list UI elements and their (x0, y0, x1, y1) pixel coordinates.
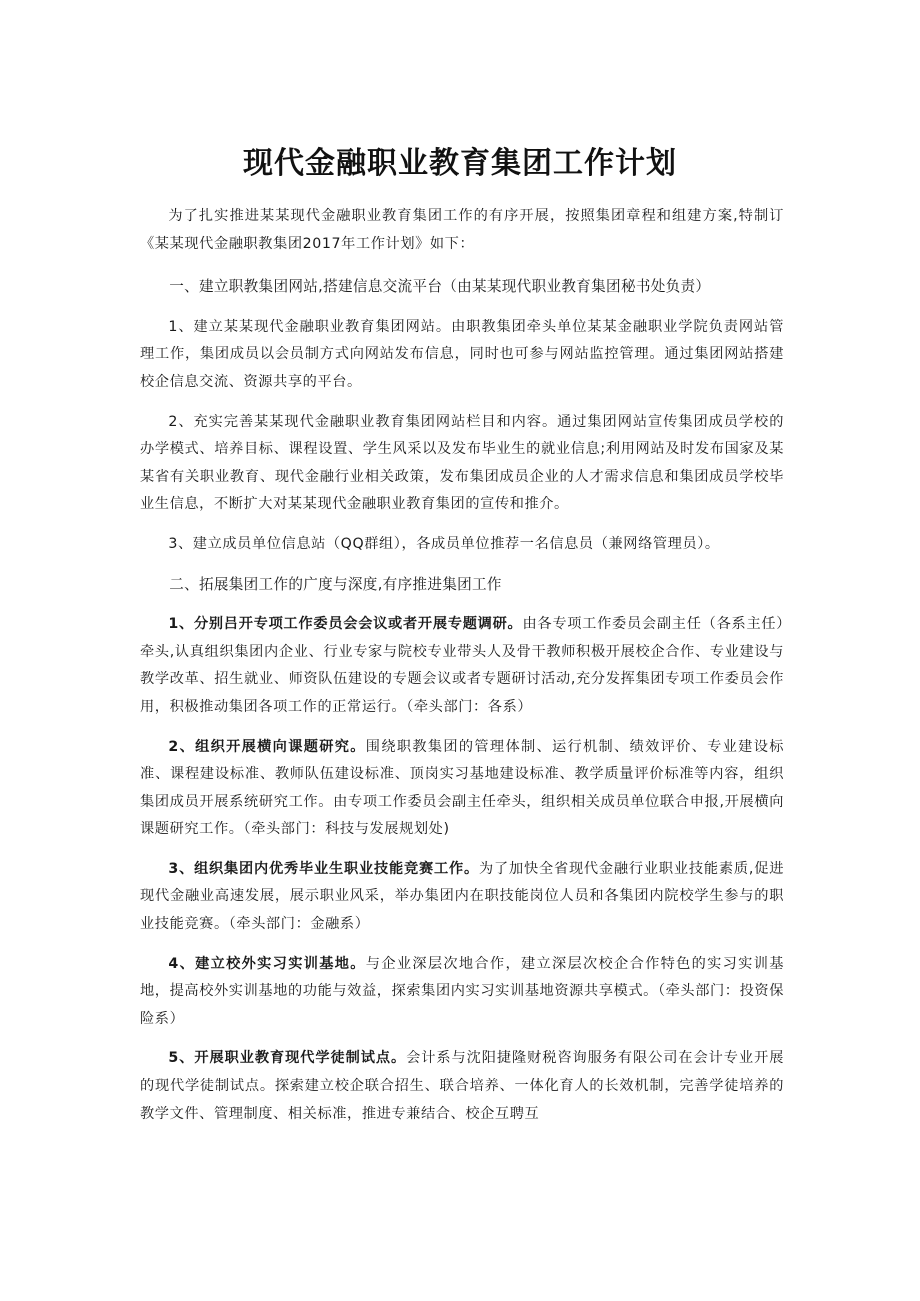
section-1-item-3: 3、建立成员单位信息站（QQ群组），各成员单位推荐一名信息员（兼网络管理员）。 (168, 535, 720, 552)
section-2-item-4-lead: 4、建立校外实习实训基地。 (168, 955, 366, 972)
section-1-item-1: 1、建立某某现代金融职业教育集团网站。由职教集团牵头单位某某金融职业学院负责网站管理工作，集团成员以会员制方式向网站发布信息，同时也可参与网站监控管理。通过集团网站搭建校企信息交流、资源共享的平台。 (140, 318, 784, 390)
section-2-item-1 (140, 611, 784, 721)
section-2-item-3-text: 为了加快全省现代金融行业职业技能素质,促进现代金融业高速发展，展示职业风采，举办集团内在职技能岗位人员和各集团内院校学生参与的职业技能竞赛。（牵头部门：金融系） (140, 860, 784, 933)
section-2-item-5 (140, 1045, 784, 1128)
page-title: 现代金融职业教育集团工作计划 (243, 146, 677, 181)
section-2-item-2 (140, 734, 784, 844)
section-2-item-1-text: 由各专项工作委员会副主任（各系主任）牵头,认真组织集团内企业、行业专家与院校专业带头人及骨干教师积极开展校企合作、专业建设与教学改革、招生就业、师资队伍建设的专题会议或者专题研讨活动,充分发挥集团专项工作委员会作用，积极推动集团各项工作的正常运行。（牵头部门：各系） (140, 616, 784, 715)
section-2-item-3 (140, 856, 784, 939)
section-2-item-5-text: 会计系与沈阳捷隆财税咨询服务有限公司在会计专业开展的现代学徒制试点。探索建立校企联合招生、联合培养、一体化育人的长效机制，完善学徒培养的教学文件、管理制度、相关标准，推进专兼结合、校企互聘互 (140, 1050, 784, 1122)
section-2-item-5-lead: 5、开展职业教育现代学徒制试点。 (168, 1050, 407, 1067)
section-2-item-3-lead: 3、组织集团内优秀毕业生职业技能竞赛工作。 (168, 860, 479, 877)
document-body (140, 203, 784, 1140)
section-1-item-2: 2、充实完善某某现代金融职业教育集团网站栏目和内容。通过集团网站宣传集团成员学校的办学模式、培养目标、课程设置、学生风采以及发布毕业生的就业信息;利用网站及时发布国家及某某省有关职业教育、现代金融行业相关政策，发布集团成员企业的人才需求信息和集团成员学校毕业生信息，不断扩大对某某现代金融职业教育集团的宣传和推介。 (140, 413, 784, 513)
section-1-heading: 一、建立职教集团网站,搭建信息交流平台（由某某现代职业教育集团秘书处负责） (169, 278, 711, 296)
section-2-item-1-lead: 1、分别吕开专项工作委员会会议或者开展专题调研。 (168, 616, 523, 633)
section-2-item-4-text: 与企业深层次地合作，建立深层次校企合作特色的实习实训基地，提高校外实训基地的功能与效益，探索集团内实习实训基地资源共享模式。（牵头部门：投资保险系） (140, 955, 784, 1027)
section-2-heading: 二、拓展集团工作的广度与深度,有序推进集团工作 (169, 575, 502, 593)
section-2-item-2-lead: 2、组织开展横向课题研究。 (168, 738, 366, 755)
section-2-item-4 (140, 951, 784, 1034)
section-2-item-2-text: 围绕职教集团的管理体制、运行机制、绩效评价、专业建设标准、课程建设标准、教师队伍建设标准、顶岗实习基地建设标准、教学质量评价标准等内容，组织集团成员开展系统研究工作。由专项工作委员会副主任牵头，组织相关成员单位联合申报,开展横向课题研究工作。（牵头部门：科技与发展规划处) (140, 738, 784, 838)
intro-paragraph: 为了扎实推进某某现代金融职业教育集团工作的有序开展，按照集团章程和组建方案,特制订《某某现代金融职教集团2017年工作计划》如下： (140, 208, 784, 252)
